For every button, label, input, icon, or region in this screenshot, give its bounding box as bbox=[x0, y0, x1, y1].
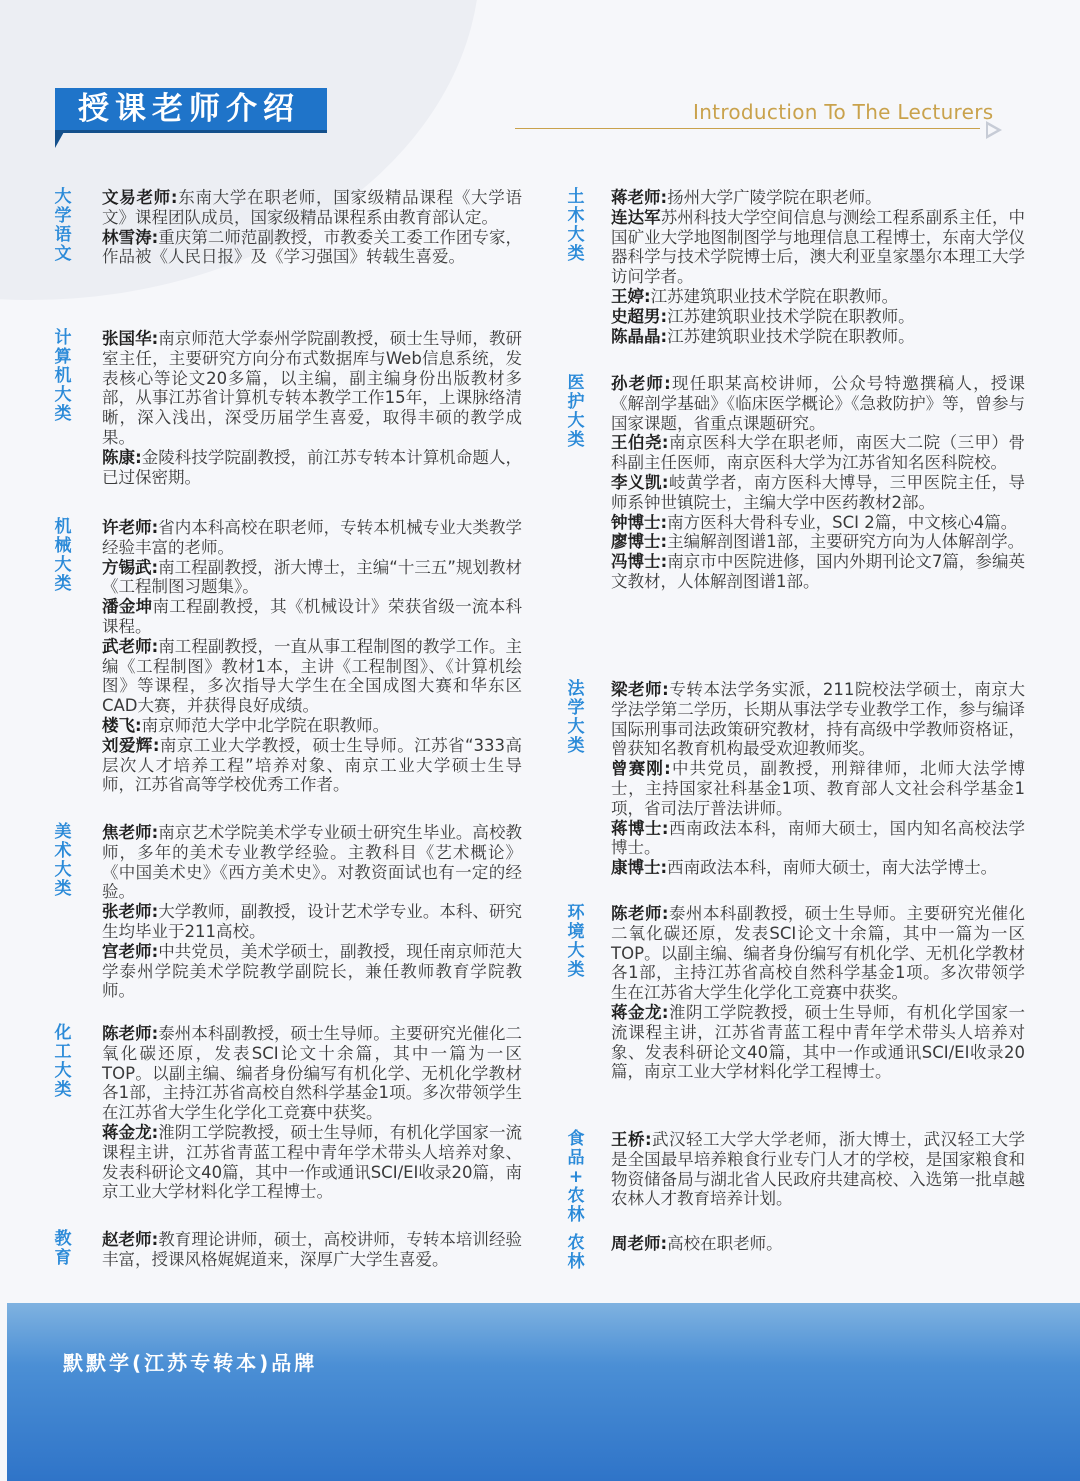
teacher-entry bbox=[102, 716, 522, 736]
teacher-desc: 南京市中医院进修，国内外期刊论文7篇，参编英文教材，人体解剖图谱1部。 bbox=[611, 552, 1026, 591]
teacher-desc: 主编解剖图谱1部，主要研究方向为人体解剖学。 bbox=[667, 532, 1025, 552]
teacher-entry bbox=[611, 1130, 1025, 1209]
footer-banner bbox=[7, 1303, 1080, 1481]
teacher-entry bbox=[611, 473, 1025, 513]
teacher-name: 史超男: bbox=[611, 306, 668, 326]
teacher-name: 陈老师: bbox=[102, 1024, 159, 1043]
teacher-desc: 南工程副教授，一直从事工程制图的教学工作。主编《工程制图》教材1本，主讲《工程制图》、《计算机绘图》等课程，多次指导大学生在全国成图大赛和华东区CAD大赛，并获得良好成绩。 bbox=[102, 636, 523, 716]
teacher-entry bbox=[102, 597, 522, 637]
category-label: 医 护 大 类 bbox=[567, 373, 585, 450]
teacher-list bbox=[611, 904, 1025, 1082]
teacher-entry bbox=[611, 858, 1025, 878]
teacher-entry bbox=[102, 448, 522, 488]
teacher-entry bbox=[102, 902, 522, 942]
header-bar-fold bbox=[55, 130, 65, 148]
teacher-desc: 南工程副教授，其《机械设计》荣获省级一流本科课程。 bbox=[102, 597, 522, 636]
play-arrow-icon-inner bbox=[988, 125, 997, 135]
teacher-name: 许老师: bbox=[102, 518, 159, 537]
teacher-entry bbox=[102, 1230, 522, 1270]
teacher-entry bbox=[102, 558, 522, 598]
teacher-name: 楼飞: bbox=[102, 715, 142, 735]
teacher-entry bbox=[611, 307, 1025, 327]
teacher-name: 周老师: bbox=[611, 1234, 668, 1253]
teacher-name: 张国华: bbox=[102, 329, 159, 348]
teacher-name: 廖博士: bbox=[611, 532, 668, 552]
header-divider bbox=[515, 128, 980, 129]
teacher-desc: 高校在职老师。 bbox=[667, 1234, 783, 1253]
teacher-desc: 西南政法本科，南师大硕士，国内知名高校法学博士。 bbox=[611, 818, 1025, 858]
teacher-entry bbox=[611, 208, 1025, 287]
teacher-name: 钟博士: bbox=[611, 512, 668, 532]
teacher-entry bbox=[611, 188, 1025, 208]
teacher-list bbox=[611, 1234, 1025, 1254]
category-label: 食 品 + 农 林 bbox=[567, 1129, 585, 1225]
teacher-desc: 江苏建筑职业技术学院在职教师。 bbox=[667, 306, 915, 326]
teacher-name: 王伯尧: bbox=[611, 433, 669, 453]
teacher-name: 曾赛刚: bbox=[611, 759, 671, 779]
teacher-name: 文易老师: bbox=[102, 188, 178, 207]
teacher-desc: 中共党员，美术学硕士，副教授，现任南京师范大学泰州学院美术学院教学副院长，兼任教师教育学院教师。 bbox=[102, 941, 523, 1001]
teacher-name: 蒋金龙: bbox=[102, 1122, 159, 1142]
teacher-entry bbox=[611, 327, 1025, 347]
teacher-name: 王婷: bbox=[611, 286, 651, 306]
footer-brand: 默默学(江苏专转本)品牌 bbox=[63, 1351, 318, 1375]
category-label: 大 学 语 文 bbox=[54, 187, 72, 264]
teacher-entry bbox=[102, 518, 522, 558]
teacher-list bbox=[102, 188, 522, 267]
teacher-list bbox=[102, 518, 522, 795]
category-label: 教 育 bbox=[54, 1229, 72, 1268]
category-label: 美 术 大 类 bbox=[54, 822, 72, 899]
teacher-name: 赵老师: bbox=[102, 1230, 159, 1249]
teacher-entry bbox=[102, 188, 522, 228]
teacher-entry bbox=[102, 637, 522, 716]
teacher-desc: 南京医科大学在职老师，南医大二院（三甲）骨科副主任医师，南京医科大学为江苏省知名医科院校。 bbox=[611, 433, 1025, 473]
teacher-desc: 岐黄学者，南方医科大博导，三甲医院主任，导师系钟世镇院士，主编大学中医药教材2部。 bbox=[611, 472, 1025, 512]
teacher-entry bbox=[611, 759, 1025, 818]
teacher-entry bbox=[102, 228, 522, 268]
teacher-desc: 省内本科高校在职老师，专转本机械专业大类教学经验丰富的老师。 bbox=[102, 518, 523, 557]
teacher-name: 孙老师: bbox=[611, 374, 671, 393]
teacher-desc: 金陵科技学院副教授，前江苏专转本计算机命题人，已过保密期。 bbox=[102, 447, 522, 487]
teacher-entry bbox=[102, 1024, 522, 1123]
teacher-name: 林雪涛: bbox=[102, 227, 159, 247]
teacher-desc: 扬州大学广陵学院在职老师。 bbox=[667, 188, 882, 207]
page-title: 授课老师介绍 bbox=[78, 91, 300, 127]
teacher-name: 冯博士: bbox=[611, 552, 668, 572]
teacher-name: 陈晶晶: bbox=[611, 326, 668, 346]
teacher-entry bbox=[611, 1234, 1025, 1254]
teacher-desc: 南京师范大学泰州学院副教授，硕士生导师，教研室主任，主要研究方向分布式数据库与Web信息系统，发表核心等论文20多篇，以主编，副主编身份出版教材多部，从事江苏省计算机专转本教学工作15年，上课脉络清晰，深入浅出，深受历届学生喜爱，取得丰硕的教学成果。 bbox=[102, 329, 523, 447]
category-label: 计 算 机 大 类 bbox=[54, 328, 72, 424]
teacher-entry bbox=[611, 552, 1025, 592]
teacher-name: 陈老师: bbox=[611, 904, 669, 923]
category-label: 农 林 bbox=[567, 1233, 585, 1272]
teacher-entry bbox=[611, 513, 1025, 533]
teacher-desc: 南工程副教授，浙大博士，主编“十三五”规划教材 《工程制图习题集》。 bbox=[102, 557, 522, 597]
teacher-name: 张老师: bbox=[102, 902, 159, 922]
teacher-name: 方锡武: bbox=[102, 557, 159, 577]
teacher-desc: 中共党员，副教授，刑辩律师，北师大法学博士，主持国家社科基金1项、教育部人文社会科学基金1项，省司法厅普法讲师。 bbox=[611, 759, 1026, 818]
teacher-entry bbox=[611, 433, 1025, 473]
teacher-name: 宫老师: bbox=[102, 941, 159, 961]
teacher-list bbox=[102, 823, 522, 1001]
teacher-desc: 南京艺术学院美术学专业硕士研究生毕业。高校教师，多年的美术专业教学经验。主教科目《艺术概论》《中国美术史》《西方美术史》。对教资面试也有一定的经验。 bbox=[102, 823, 523, 902]
teacher-entry bbox=[102, 329, 522, 448]
teacher-name: 陈康: bbox=[102, 447, 142, 467]
teacher-desc: 江苏建筑职业技术学院在职教师。 bbox=[650, 286, 899, 306]
teacher-desc: 大学教师，副教授，设计艺术学专业。本科、研究生均毕业于211高校。 bbox=[102, 902, 523, 941]
teacher-desc: 淮阴工学院教授，硕士生导师，有机化学国家一流课程主讲，江苏省青蓝工程中青年学术带头人培养对象、发表科研论文40篇，其中一作或通讯SCI/EI收录20篇，南京工业大学材料化学工程博士。 bbox=[611, 1002, 1025, 1082]
teacher-desc: 泰州本科副教授，硕士生导师。主要研究光催化二氧化碳还原，发表SCI论文十余篇，其中一篇为一区TOP。以副主编、编者身份编写有机化学、无机化学教材各1部，主持江苏省高校自然科学基金1项。多次带领学生在江苏省大学生化学化工竞赛中获奖。 bbox=[102, 1024, 523, 1123]
category-label: 机 械 大 类 bbox=[54, 517, 72, 594]
teacher-desc: 泰州本科副教授，硕士生导师。主要研究光催化二氧化碳还原，发表SCI论文十余篇，其中一篇为一区TOP。以副主编、编者身份编写有机化学、无机化学教材各1部，主持江苏省高校自然科学基金1项。多次带领学生在江苏省大学生化学化工竞赛中获奖。 bbox=[611, 904, 1025, 1003]
page-subtitle-en: Introduction To The Lecturers bbox=[693, 100, 994, 124]
teacher-name: 康博士: bbox=[611, 858, 668, 878]
teacher-desc: 苏州科技大学空间信息与测绘工程系副系主任，中国矿业大学地图制图学与地理信息工程博士，东南大学仪器科学与技术学院博士后，澳大利亚皇家墨尔本理工大学访问学者。 bbox=[611, 207, 1025, 287]
teacher-list bbox=[611, 374, 1025, 592]
teacher-desc: 现任职某高校讲师，公众号特邀撰稿人，授课《解剖学基础》《临床医学概论》《急救防护》等，曾参与国家课题，省重点课题研究。 bbox=[611, 374, 1026, 433]
teacher-name: 连达军 bbox=[611, 207, 661, 227]
teacher-name: 潘金坤 bbox=[102, 597, 153, 617]
teacher-list bbox=[611, 188, 1025, 346]
teacher-name: 王桥: bbox=[611, 1130, 652, 1149]
category-label: 土 木 大 类 bbox=[567, 187, 585, 264]
teacher-desc: 西南政法本科，南师大硕士，南大法学博士。 bbox=[667, 858, 998, 878]
teacher-list bbox=[102, 1230, 522, 1270]
teacher-name: 蒋博士: bbox=[611, 818, 669, 838]
teacher-entry bbox=[611, 819, 1025, 859]
teacher-desc: 江苏建筑职业技术学院在职教师。 bbox=[667, 326, 915, 346]
teacher-list bbox=[102, 329, 522, 487]
teacher-entry bbox=[611, 287, 1025, 307]
teacher-entry bbox=[102, 736, 522, 795]
teacher-entry bbox=[102, 823, 522, 902]
teacher-desc: 东南大学在职老师，国家级精品课程《大学语文》课程团队成员，国家级精品课程系由教育部认定。 bbox=[102, 188, 522, 227]
teacher-name: 李义凯: bbox=[611, 472, 669, 492]
teacher-desc: 淮阴工学院教授，硕士生导师，有机化学国家一流课程主讲，江苏省青蓝工程中青年学术带头人培养对象、发表科研论文40篇，其中一作或通讯SCI/EI收录20篇，南京工业大学材料化学工程博士。 bbox=[102, 1122, 523, 1202]
teacher-name: 蒋老师: bbox=[611, 188, 668, 207]
teacher-entry bbox=[611, 904, 1025, 1003]
teacher-name: 焦老师: bbox=[102, 823, 159, 842]
category-label: 环 境 大 类 bbox=[567, 903, 585, 980]
teacher-entry bbox=[611, 1003, 1025, 1082]
teacher-desc: 南方医科大骨科专业，SCI 2篇，中文核心4篇。 bbox=[667, 512, 1018, 532]
teacher-entry bbox=[102, 1123, 522, 1202]
teacher-name: 刘爱辉: bbox=[102, 735, 160, 755]
teacher-list bbox=[102, 1024, 522, 1202]
teacher-list bbox=[611, 680, 1025, 878]
teacher-entry bbox=[611, 374, 1025, 433]
teacher-desc: 武汉轻工大学大学老师，浙大博士，武汉轻工大学是全国最早培养粮食行业专门人才的学校，是国家粮食和物资储备局与湖北省人民政府共建高校、入选第一批卓越农林人才教育培养计划。 bbox=[611, 1130, 1026, 1209]
teacher-name: 蒋金龙: bbox=[611, 1002, 669, 1022]
teacher-desc: 专转本法学务实派，211院校法学硕士，南京大学法学第二学历，长期从事法学专业教学工作，参与编译国际刑事司法政策研究教材，持有高级中学教师资格证，曾获知名教育机构最受欢迎教师奖。 bbox=[611, 680, 1025, 759]
teacher-desc: 南京师范大学中北学院在职教师。 bbox=[141, 715, 390, 735]
category-label: 化 工 大 类 bbox=[54, 1023, 72, 1100]
teacher-entry bbox=[611, 532, 1025, 552]
category-label: 法 学 大 类 bbox=[567, 679, 585, 756]
teacher-desc: 南京工业大学教授，硕士生导师。江苏省“333高层次人才培养工程”培养对象、南京工业大学硕士生导师，江苏省高等学校优秀工作者。 bbox=[102, 735, 522, 795]
teacher-entry bbox=[102, 942, 522, 1001]
teacher-entry bbox=[611, 680, 1025, 759]
teacher-name: 武老师: bbox=[102, 636, 159, 656]
teacher-list bbox=[611, 1130, 1025, 1209]
teacher-name: 梁老师: bbox=[611, 680, 669, 699]
teacher-desc: 重庆第二师范副教授，市教委关工委工作团专家，作品被《人民日报》及《学习强国》转载生喜爱。 bbox=[102, 227, 523, 267]
teacher-desc: 教育理论讲师，硕士，高校讲师，专转本培训经验丰富，授课风格娓娓道来，深厚广大学生喜爱。 bbox=[102, 1230, 523, 1269]
